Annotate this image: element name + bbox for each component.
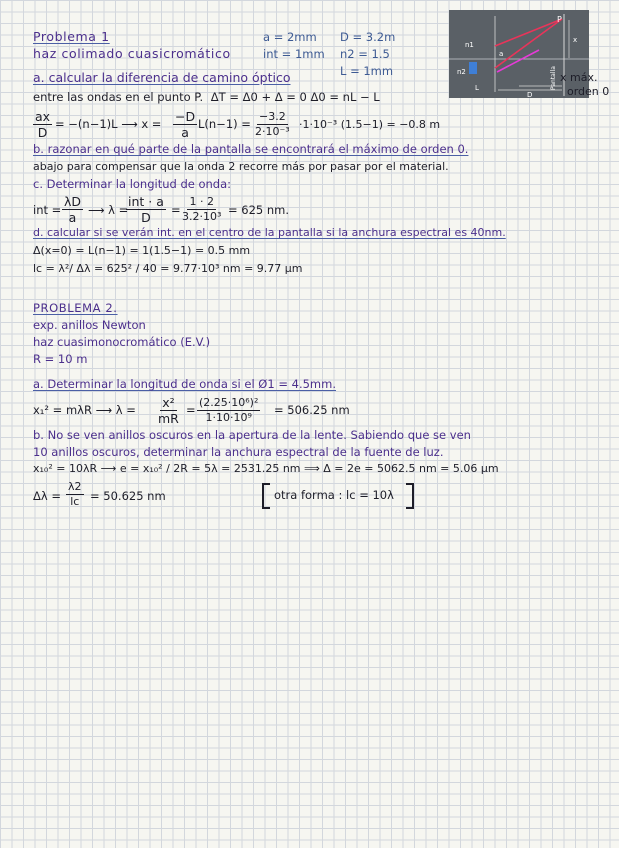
p2-a-eq-mid: = bbox=[186, 403, 196, 417]
p1-title: Problema 1 bbox=[33, 29, 110, 44]
p2-a-eq-lhs: x₁² = mλR ⟶ λ = bbox=[33, 403, 136, 417]
label-a: a bbox=[499, 50, 504, 58]
frac-num: −3.2 bbox=[259, 110, 286, 123]
p2-b-frac-l2-lc bbox=[66, 481, 84, 507]
p1-a-eq3: ·1·10⁻³ (1.5−1) = −0.8 m bbox=[299, 118, 441, 131]
p1-given-int: int = 1mm bbox=[263, 47, 325, 61]
frac-den: D bbox=[37, 125, 48, 141]
frac-num: 1 · 2 bbox=[189, 195, 214, 208]
label-x: x bbox=[573, 36, 578, 44]
label-n1: n1 bbox=[465, 41, 474, 49]
frac-den: lc bbox=[70, 494, 80, 508]
other-form-bracket bbox=[262, 483, 414, 509]
p1-d-heading: d. calcular si se verán int. en el centro de la pantalla si la anchura espectral es 40nm. bbox=[33, 226, 506, 239]
note-x-max: x máx. bbox=[560, 71, 598, 84]
p1-a-line2-text: entre las ondas en el punto P. bbox=[33, 90, 204, 104]
p1-a-eq2: L(n−1) = bbox=[198, 117, 251, 131]
frac-num: ax bbox=[35, 109, 51, 124]
frac-num: x² bbox=[162, 395, 175, 410]
label-P: P bbox=[557, 15, 562, 24]
p2-b-other: otra forma : lc = 10λ bbox=[274, 488, 394, 502]
p1-a-line2-eq: ΔT = Δ0 + Δ = 0 Δ0 = nL − L bbox=[210, 90, 380, 104]
frac-den: a bbox=[181, 125, 189, 141]
p1-c-frac-int-a-D bbox=[126, 195, 166, 224]
label-L: L bbox=[475, 84, 479, 92]
label-pantalla: Pantalla bbox=[550, 66, 557, 90]
p1-given-L: L = 1mm bbox=[340, 64, 394, 78]
p2-a-eq-res: = 506.25 nm bbox=[274, 403, 350, 417]
p2-b-line3: x₁₀² = 10λR ⟶ e = x₁₀² / 2R = 5λ = 2531.25 nm ⟹ Δ = 2e = 5062.5 nm = 5.06 μm bbox=[33, 462, 499, 475]
p2-b-heading: b. No se ven anillos oscuros en la apertura de la lente. Sabiendo que se ven bbox=[33, 428, 471, 442]
p1-b-line2: abajo para compensar que la onda 2 recorre más por pasar por el material. bbox=[33, 160, 449, 173]
note-orden-0: orden 0 bbox=[567, 85, 610, 98]
p2-b-dl-res: = 50.625 nm bbox=[90, 489, 166, 503]
p1-given-a: a = 2mm bbox=[263, 30, 317, 44]
p1-subtitle: haz colimado cuasicromático bbox=[33, 46, 231, 61]
p1-b-heading: b. razonar en qué parte de la pantalla se encontrará el máximo de orden 0. bbox=[33, 142, 469, 156]
p2-sub1: exp. anillos Newton bbox=[33, 318, 146, 332]
frac-num: int · a bbox=[128, 194, 164, 209]
p1-c-frac-1-2 bbox=[180, 196, 223, 222]
p2-a-frac-values bbox=[197, 397, 260, 423]
p1-c-heading: c. Determinar la longitud de onda: bbox=[33, 177, 232, 191]
p1-a-frac-D-a bbox=[173, 110, 197, 139]
material-block bbox=[469, 62, 477, 74]
p2-title: PROBLEMA 2. bbox=[33, 301, 118, 315]
p1-given-D: D = 3.2m bbox=[340, 30, 396, 44]
frac-num: λD bbox=[64, 194, 82, 209]
frac-num: λ2 bbox=[68, 480, 82, 493]
frac-den: 1·10·10⁹ bbox=[205, 410, 252, 424]
frac-den: mR bbox=[158, 411, 179, 427]
label-n2: n2 bbox=[457, 68, 466, 76]
p1-c-eq2: = bbox=[171, 203, 181, 217]
p1-c-eq3: = 625 nm. bbox=[228, 203, 290, 217]
p1-c-eq1: ⟶ λ = bbox=[88, 203, 129, 217]
p2-sub2: haz cuasimonocromático (E.V.) bbox=[33, 335, 211, 349]
p2-a-frac-x2-mR bbox=[156, 396, 181, 425]
p1-d-line3: lc = λ²/ Δλ = 625² / 40 = 9.77·10³ nm = 9.77 μm bbox=[33, 262, 303, 275]
p2-b-dl: Δλ = bbox=[33, 489, 61, 503]
frac-den: 2·10⁻³ bbox=[255, 124, 290, 138]
frac-num: −D bbox=[175, 109, 196, 124]
p1-a-frac-ax-D bbox=[33, 110, 52, 139]
frac-den: D bbox=[141, 210, 151, 226]
p2-sub3: R = 10 m bbox=[33, 352, 88, 366]
p1-d-line2: Δ(x=0) = L(n−1) = 1(1.5−1) = 0.5 mm bbox=[33, 244, 251, 257]
frac-den: a bbox=[68, 210, 77, 226]
p2-b-line2: 10 anillos oscuros, determinar la anchura espectral de la fuente de luz. bbox=[33, 445, 444, 459]
p2-a-heading: a. Determinar la longitud de onda si el Ø1 = 4.5mm. bbox=[33, 377, 336, 391]
p1-a-heading: a. calcular la diferencia de camino óptico bbox=[33, 70, 291, 85]
p1-a-line2 bbox=[33, 91, 380, 104]
p1-c-int: int = bbox=[33, 203, 62, 217]
frac-num: (2.25·10⁶)² bbox=[199, 396, 259, 409]
frac-den: 3.2·10³ bbox=[182, 209, 222, 223]
p1-a-frac-3.2 bbox=[253, 111, 292, 137]
p1-given-n2: n2 = 1.5 bbox=[340, 47, 390, 61]
p1-c-frac-lD-a bbox=[62, 195, 83, 224]
p1-a-eq1: = −(n−1)L ⟶ x = bbox=[55, 117, 162, 131]
label-D: D bbox=[527, 91, 533, 98]
